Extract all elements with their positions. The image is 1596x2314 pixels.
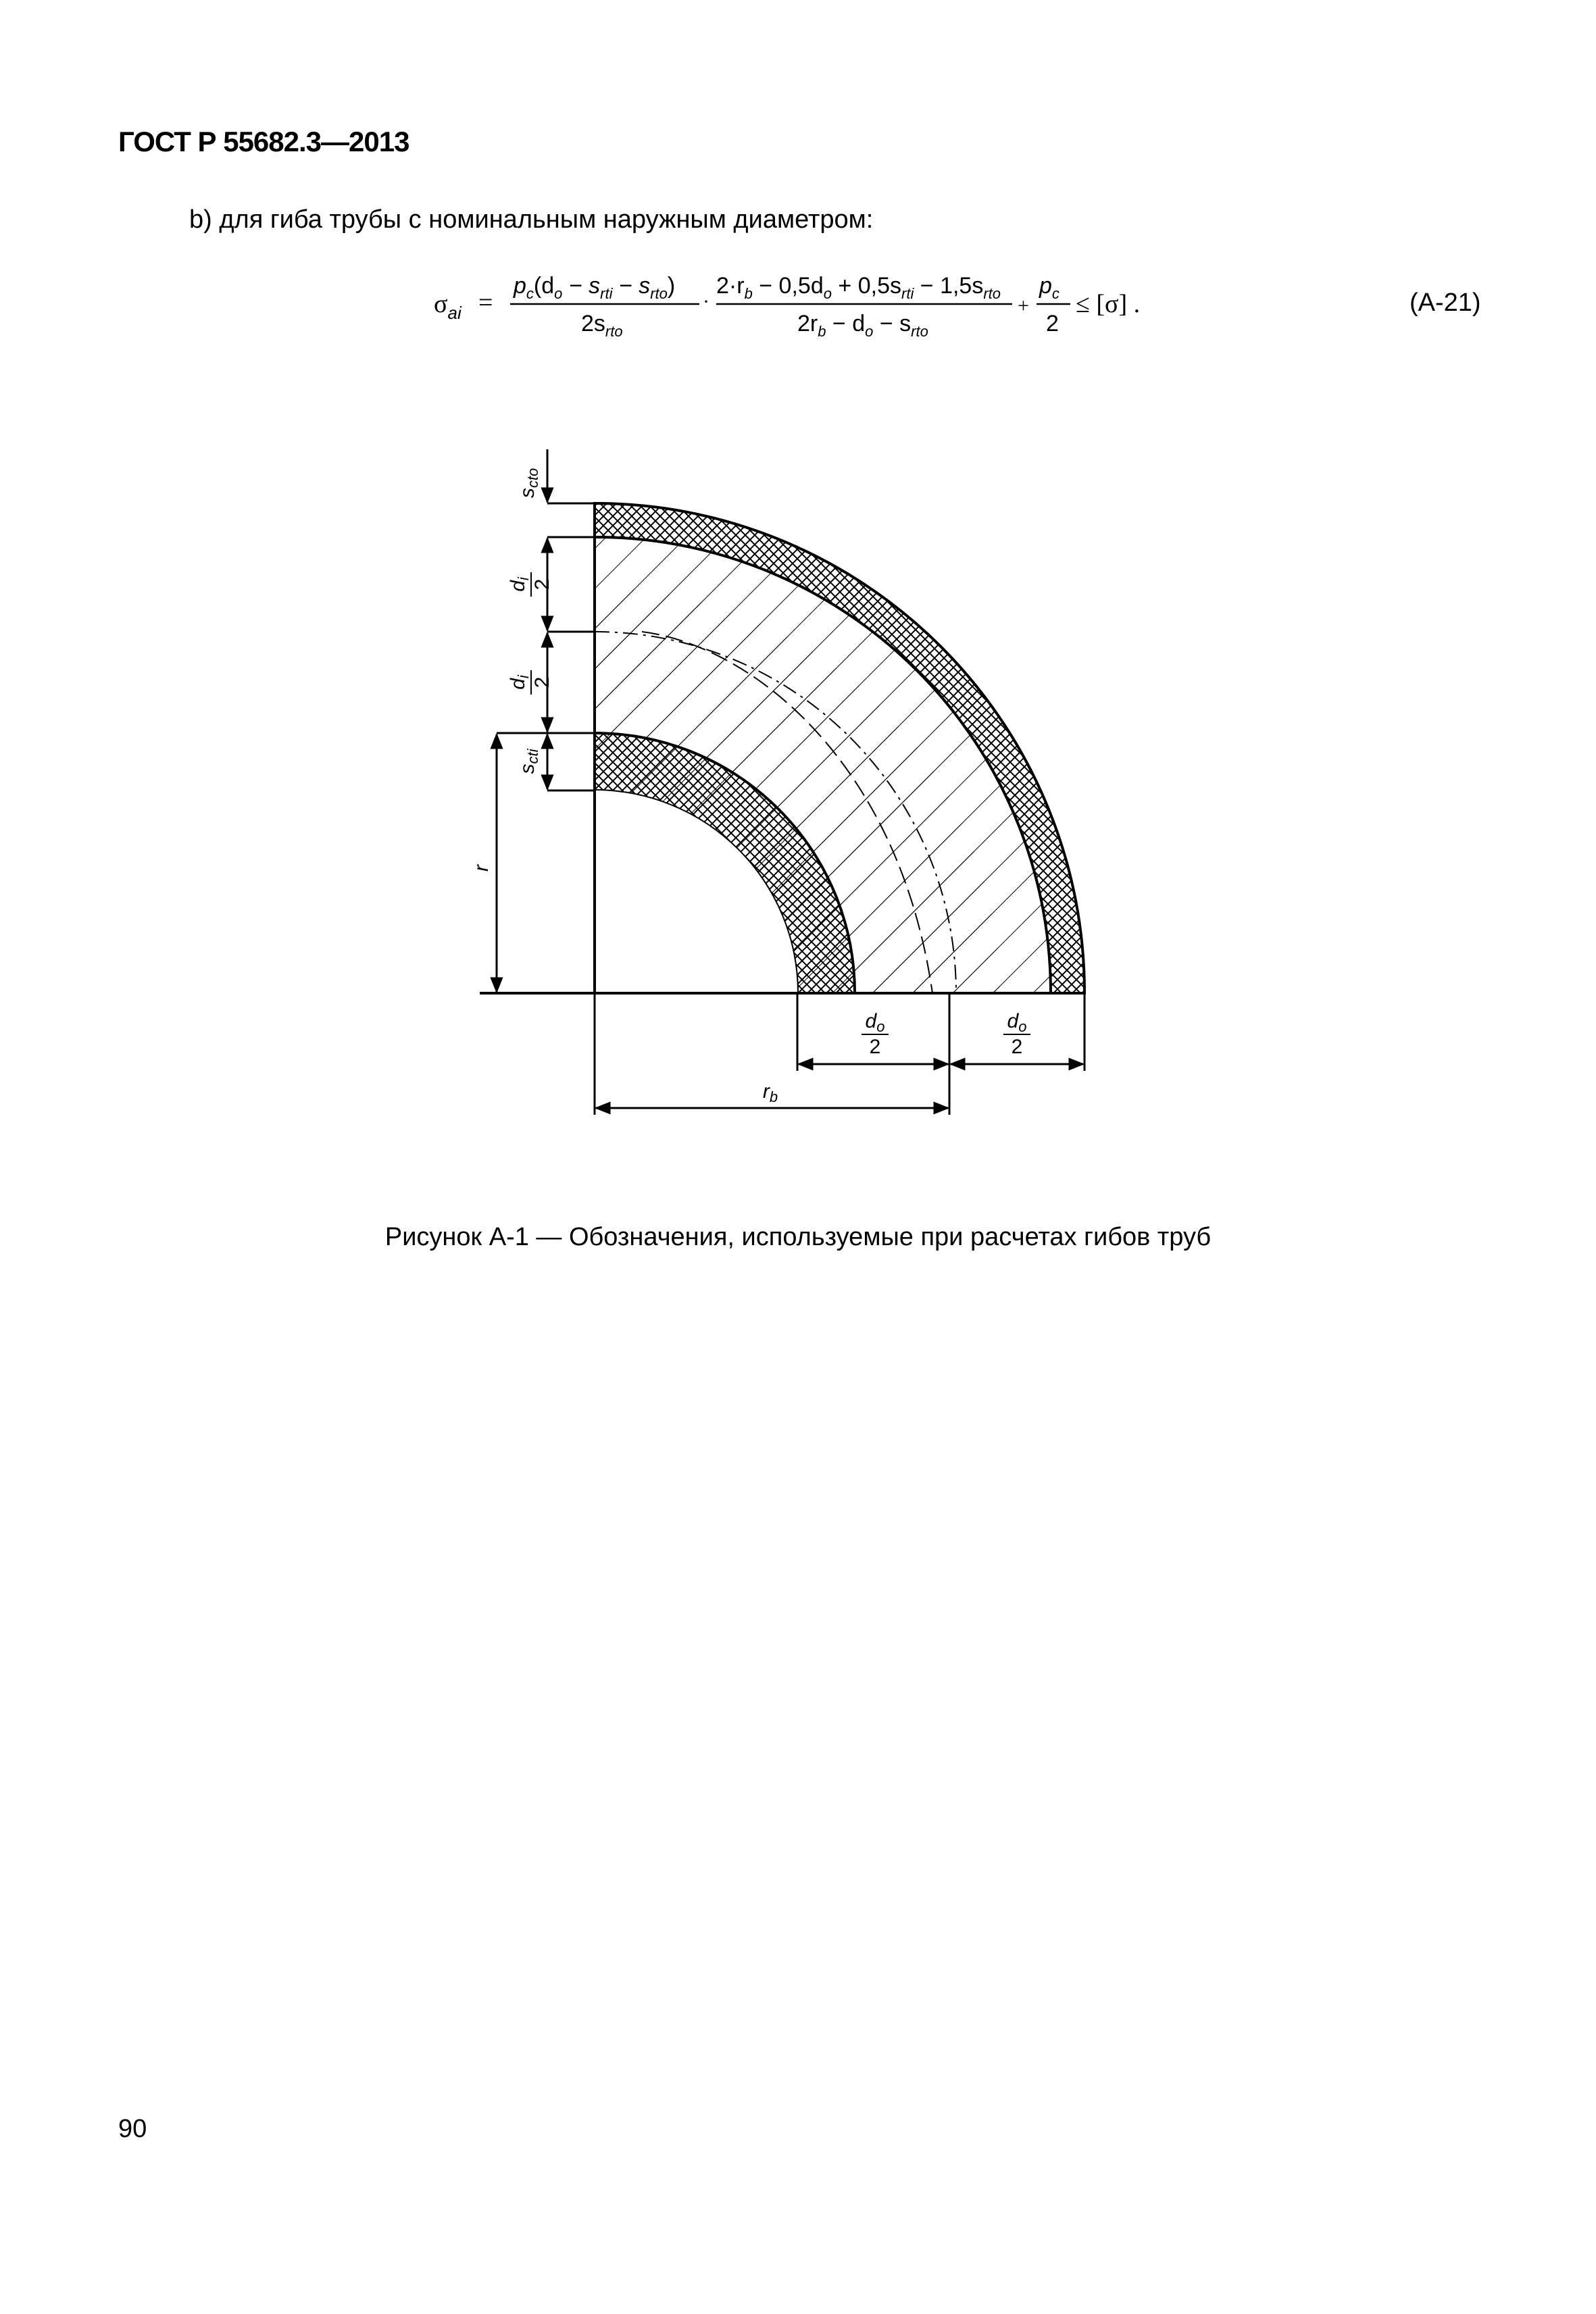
page-number: 90: [118, 2115, 147, 2143]
svg-text:·: ·: [703, 291, 709, 313]
left-dimensions: [497, 449, 595, 992]
svg-text:2: 2: [531, 676, 553, 688]
label-s-cto: $s_{cto}$: [516, 468, 541, 499]
svg-text:2: 2: [869, 1036, 881, 1058]
label-rb: $r_b$: [762, 1080, 778, 1105]
frac1-denominator: $2s_{rto}$: [581, 311, 623, 340]
frac2-numerator: $2\cdot r_b - 0,5d_o + 0,5s_{rti} - 1,5s_{rto}$: [716, 273, 1001, 302]
document-header: ГОСТ Р 55682.3—2013: [118, 126, 409, 157]
pipe-bend-drawing: [480, 503, 1084, 993]
frac3-numerator: $p_c$: [1039, 273, 1059, 302]
svg-text:di: $d_i$: [507, 577, 532, 592]
label-s-cti: $s_{cti}$: [516, 749, 541, 774]
svg-text:do: $d_o$: [1007, 1010, 1027, 1035]
frac3-denominator: 2: [1046, 311, 1059, 336]
intro-paragraph: b) для гиба трубы с номинальным наружным диаметром:: [189, 205, 874, 234]
svg-text:di: $d_i$: [507, 675, 532, 690]
svg-text:2: 2: [531, 578, 553, 590]
svg-text:+: +: [1018, 295, 1029, 317]
formula-a21: [432, 265, 1189, 346]
pipe-bend-figure: [466, 436, 1155, 1125]
svg-text:=: =: [478, 288, 493, 317]
svg-text:2: 2: [1011, 1036, 1023, 1058]
formula-rhs: ≤ [σ] .: [1076, 290, 1141, 318]
svg-text:do: $d_o$: [865, 1010, 885, 1035]
label-do-half-1: [862, 1010, 889, 1058]
frac1-numerator: $p_c(d_o - s_{rti} - s_{rto})$: [514, 273, 676, 302]
label-r: r: [470, 865, 493, 872]
formula-lhs: $\sigma_{ai}$: [434, 290, 462, 323]
frac2-denominator: $2r_b - d_o - s_{rto}$: [797, 311, 928, 340]
label-do-half-2: [1003, 1010, 1030, 1058]
figure-caption: Рисунок А-1 — Обозначения, используемые при расчетах гибов труб: [384, 1223, 1212, 1251]
equation-number: (А-21): [1410, 288, 1481, 317]
